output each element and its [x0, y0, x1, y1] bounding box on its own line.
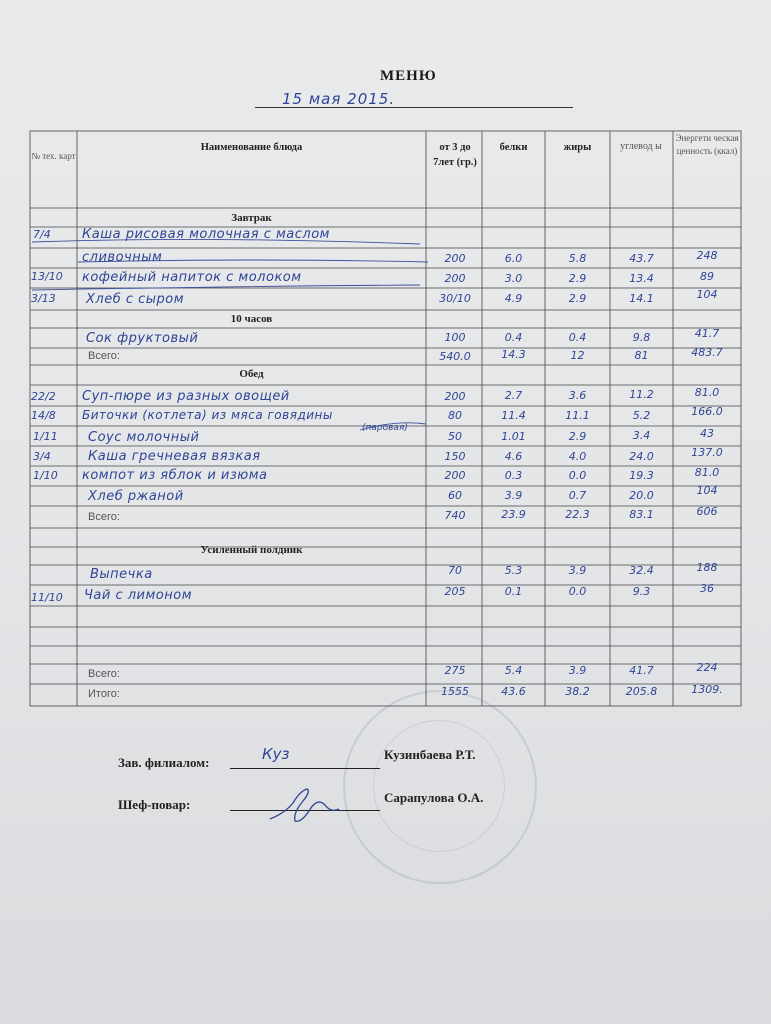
protein-value: 3.9 [504, 489, 523, 502]
fat-value: 5.8 [568, 252, 587, 265]
portion-value: 60 [448, 489, 462, 502]
dish-name: Чай с лимоном [84, 588, 193, 603]
dish-name: Соус молочный [88, 430, 200, 445]
section-snack: Усиленный полдник [200, 544, 303, 556]
fat-value: 2.9 [568, 430, 587, 443]
tech-card-code: 11/10 [31, 591, 63, 604]
carbs-value: 43.7 [629, 252, 654, 265]
protein-value: 0.4 [504, 331, 523, 344]
portion-value: 205 [444, 585, 466, 598]
menu-date: 15 мая 2015. [282, 90, 396, 108]
carbs-value: 14.1 [629, 292, 654, 305]
dish-name: Хлеб с сыром [86, 292, 185, 307]
fat-value: 2.9 [568, 292, 587, 305]
carbs-value: 9.8 [632, 331, 651, 344]
energy-value: 43 [700, 427, 714, 440]
energy-value: 137.0 [691, 446, 723, 459]
energy-value: 36 [700, 582, 714, 595]
dish-name-cont: сливочным [82, 250, 163, 265]
protein-value: 4.6 [504, 450, 523, 463]
carbs-value: 20.0 [629, 489, 654, 502]
fat-value: 0.4 [568, 331, 587, 344]
fat-value: 11.1 [565, 409, 590, 422]
fat-value: 3.6 [568, 389, 587, 402]
tech-card-code: 13/10 [31, 270, 63, 283]
dish-name: Сок фруктовый [86, 331, 199, 346]
portion-total: 275 [444, 664, 466, 677]
col-header-energy: Энергети ческая ценность (ккал) [675, 133, 739, 156]
col-header-dish-name: Наименование блюда [200, 142, 303, 153]
protein-value: 3.0 [504, 272, 523, 285]
col-header-tech-card: № тех. карт [31, 151, 76, 161]
energy-total: 224 [696, 661, 718, 674]
protein-value: 1.01 [501, 430, 526, 443]
dish-name: Суп-пюре из разных овощей [82, 389, 290, 404]
tech-card-code: 3/13 [31, 292, 56, 305]
tech-card-code: 1/10 [33, 469, 58, 482]
energy-value: 104 [696, 484, 718, 497]
protein-value: 11.4 [501, 409, 526, 422]
energy-value: 81.0 [694, 466, 720, 479]
fat-value: 3.9 [568, 564, 587, 577]
dish-name: Каша гречневая вязкая [88, 449, 261, 464]
portion-value: 100 [444, 331, 466, 344]
dish-name: компот из яблок и изюма [82, 468, 268, 483]
portion-value: 200 [444, 469, 466, 482]
portion-value: 50 [448, 430, 462, 443]
energy-value: 104 [696, 288, 718, 301]
section-lunch: Обед [239, 368, 264, 380]
tech-card-code: 7/4 [33, 228, 51, 241]
protein-value: 0.3 [504, 469, 523, 482]
carbs-total: 81 [634, 349, 649, 362]
manager-label: Зав. филиалом: [118, 755, 210, 770]
dish-name: Выпечка [90, 567, 153, 582]
fat-value: 0.0 [568, 585, 587, 598]
protein-value: 4.9 [504, 292, 523, 305]
fat-total: 3.9 [568, 664, 587, 677]
fat-total: 22.3 [565, 508, 590, 521]
grand-total-label: Итого: [88, 688, 120, 700]
fat-value: 0.0 [568, 469, 587, 482]
carbs-value: 3.4 [632, 429, 651, 442]
section-ten: 10 часов [230, 313, 273, 325]
protein-total: 14.3 [501, 348, 526, 361]
protein-value: 5.3 [504, 564, 523, 577]
chef-name: Сарапулова О.А. [384, 790, 484, 805]
col-header-protein: белки [499, 142, 528, 153]
manager-name: Кузинбаева Р.Т. [384, 747, 476, 762]
carbs-value: 24.0 [629, 450, 654, 463]
portion-value: 30/10 [439, 292, 471, 305]
fat-grand-total: 38.2 [565, 685, 590, 698]
portion-value: 200 [444, 272, 466, 285]
energy-total: 483.7 [691, 346, 723, 359]
dish-name: Хлеб ржаной [88, 489, 184, 504]
carbs-value: 5.2 [632, 409, 651, 422]
total-label: Всего: [88, 350, 120, 362]
portion-value: 150 [444, 450, 466, 463]
section-breakfast: Завтрак [231, 212, 272, 224]
col-header-portion: от 3 до 7лет (гр.) [433, 142, 477, 168]
protein-value: 6.0 [504, 252, 523, 265]
col-header-fat: жиры [563, 142, 592, 153]
dish-note: (паровая) [362, 423, 408, 433]
carbs-value: 9.3 [632, 585, 651, 598]
energy-grand-total: 1309. [691, 683, 723, 696]
portion-value: 200 [444, 252, 466, 265]
fat-value: 2.9 [568, 272, 587, 285]
fat-value: 4.0 [568, 450, 587, 463]
dish-name: Каша рисовая молочная с маслом [82, 227, 330, 242]
col-header-carbs: углевод ы [620, 141, 662, 152]
total-label: Всего: [88, 668, 120, 680]
chef-label: Шеф-повар: [118, 797, 191, 812]
portion-grand-total: 1555 [441, 685, 469, 698]
portion-total: 740 [444, 509, 466, 522]
tech-card-code: 22/2 [31, 390, 56, 403]
energy-value: 166.0 [691, 405, 723, 418]
fat-value: 0.7 [568, 489, 587, 502]
protein-total: 23.9 [501, 508, 526, 521]
fat-total: 12 [570, 349, 585, 362]
portion-value: 200 [444, 390, 466, 403]
carbs-value: 19.3 [629, 469, 654, 482]
energy-value: 248 [696, 249, 718, 262]
carbs-value: 32.4 [629, 564, 654, 577]
carbs-value: 13.4 [629, 272, 654, 285]
portion-total: 540.0 [439, 350, 471, 363]
tech-card-code: 1/11 [33, 430, 58, 443]
energy-value: 81.0 [694, 386, 720, 399]
tech-card-code: 14/8 [31, 409, 56, 422]
energy-value: 188 [696, 561, 718, 574]
carbs-total: 41.7 [629, 664, 654, 677]
carbs-grand-total: 205.8 [625, 685, 658, 698]
total-label: Всего: [88, 511, 120, 523]
energy-value: 41.7 [694, 327, 720, 340]
tech-card-code: 3/4 [33, 450, 51, 463]
page-title: МЕНЮ [380, 68, 437, 84]
carbs-value: 11.2 [629, 388, 654, 401]
energy-value: 89 [700, 270, 714, 283]
carbs-total: 83.1 [629, 508, 654, 521]
protein-total: 5.4 [504, 664, 523, 677]
dish-name: кофейный напиток с молоком [82, 270, 302, 285]
protein-value: 2.7 [504, 389, 523, 402]
protein-value: 0.1 [504, 585, 523, 598]
protein-grand-total: 43.6 [501, 685, 526, 698]
manager-signature-line [230, 768, 380, 769]
portion-value: 70 [448, 564, 462, 577]
portion-value: 80 [448, 409, 462, 422]
dish-name: Биточки (котлета) из мяса говядины [82, 408, 333, 422]
energy-total: 606 [696, 505, 718, 518]
chef-signature-scribble [265, 783, 345, 825]
manager-signature: Куз [262, 745, 290, 763]
